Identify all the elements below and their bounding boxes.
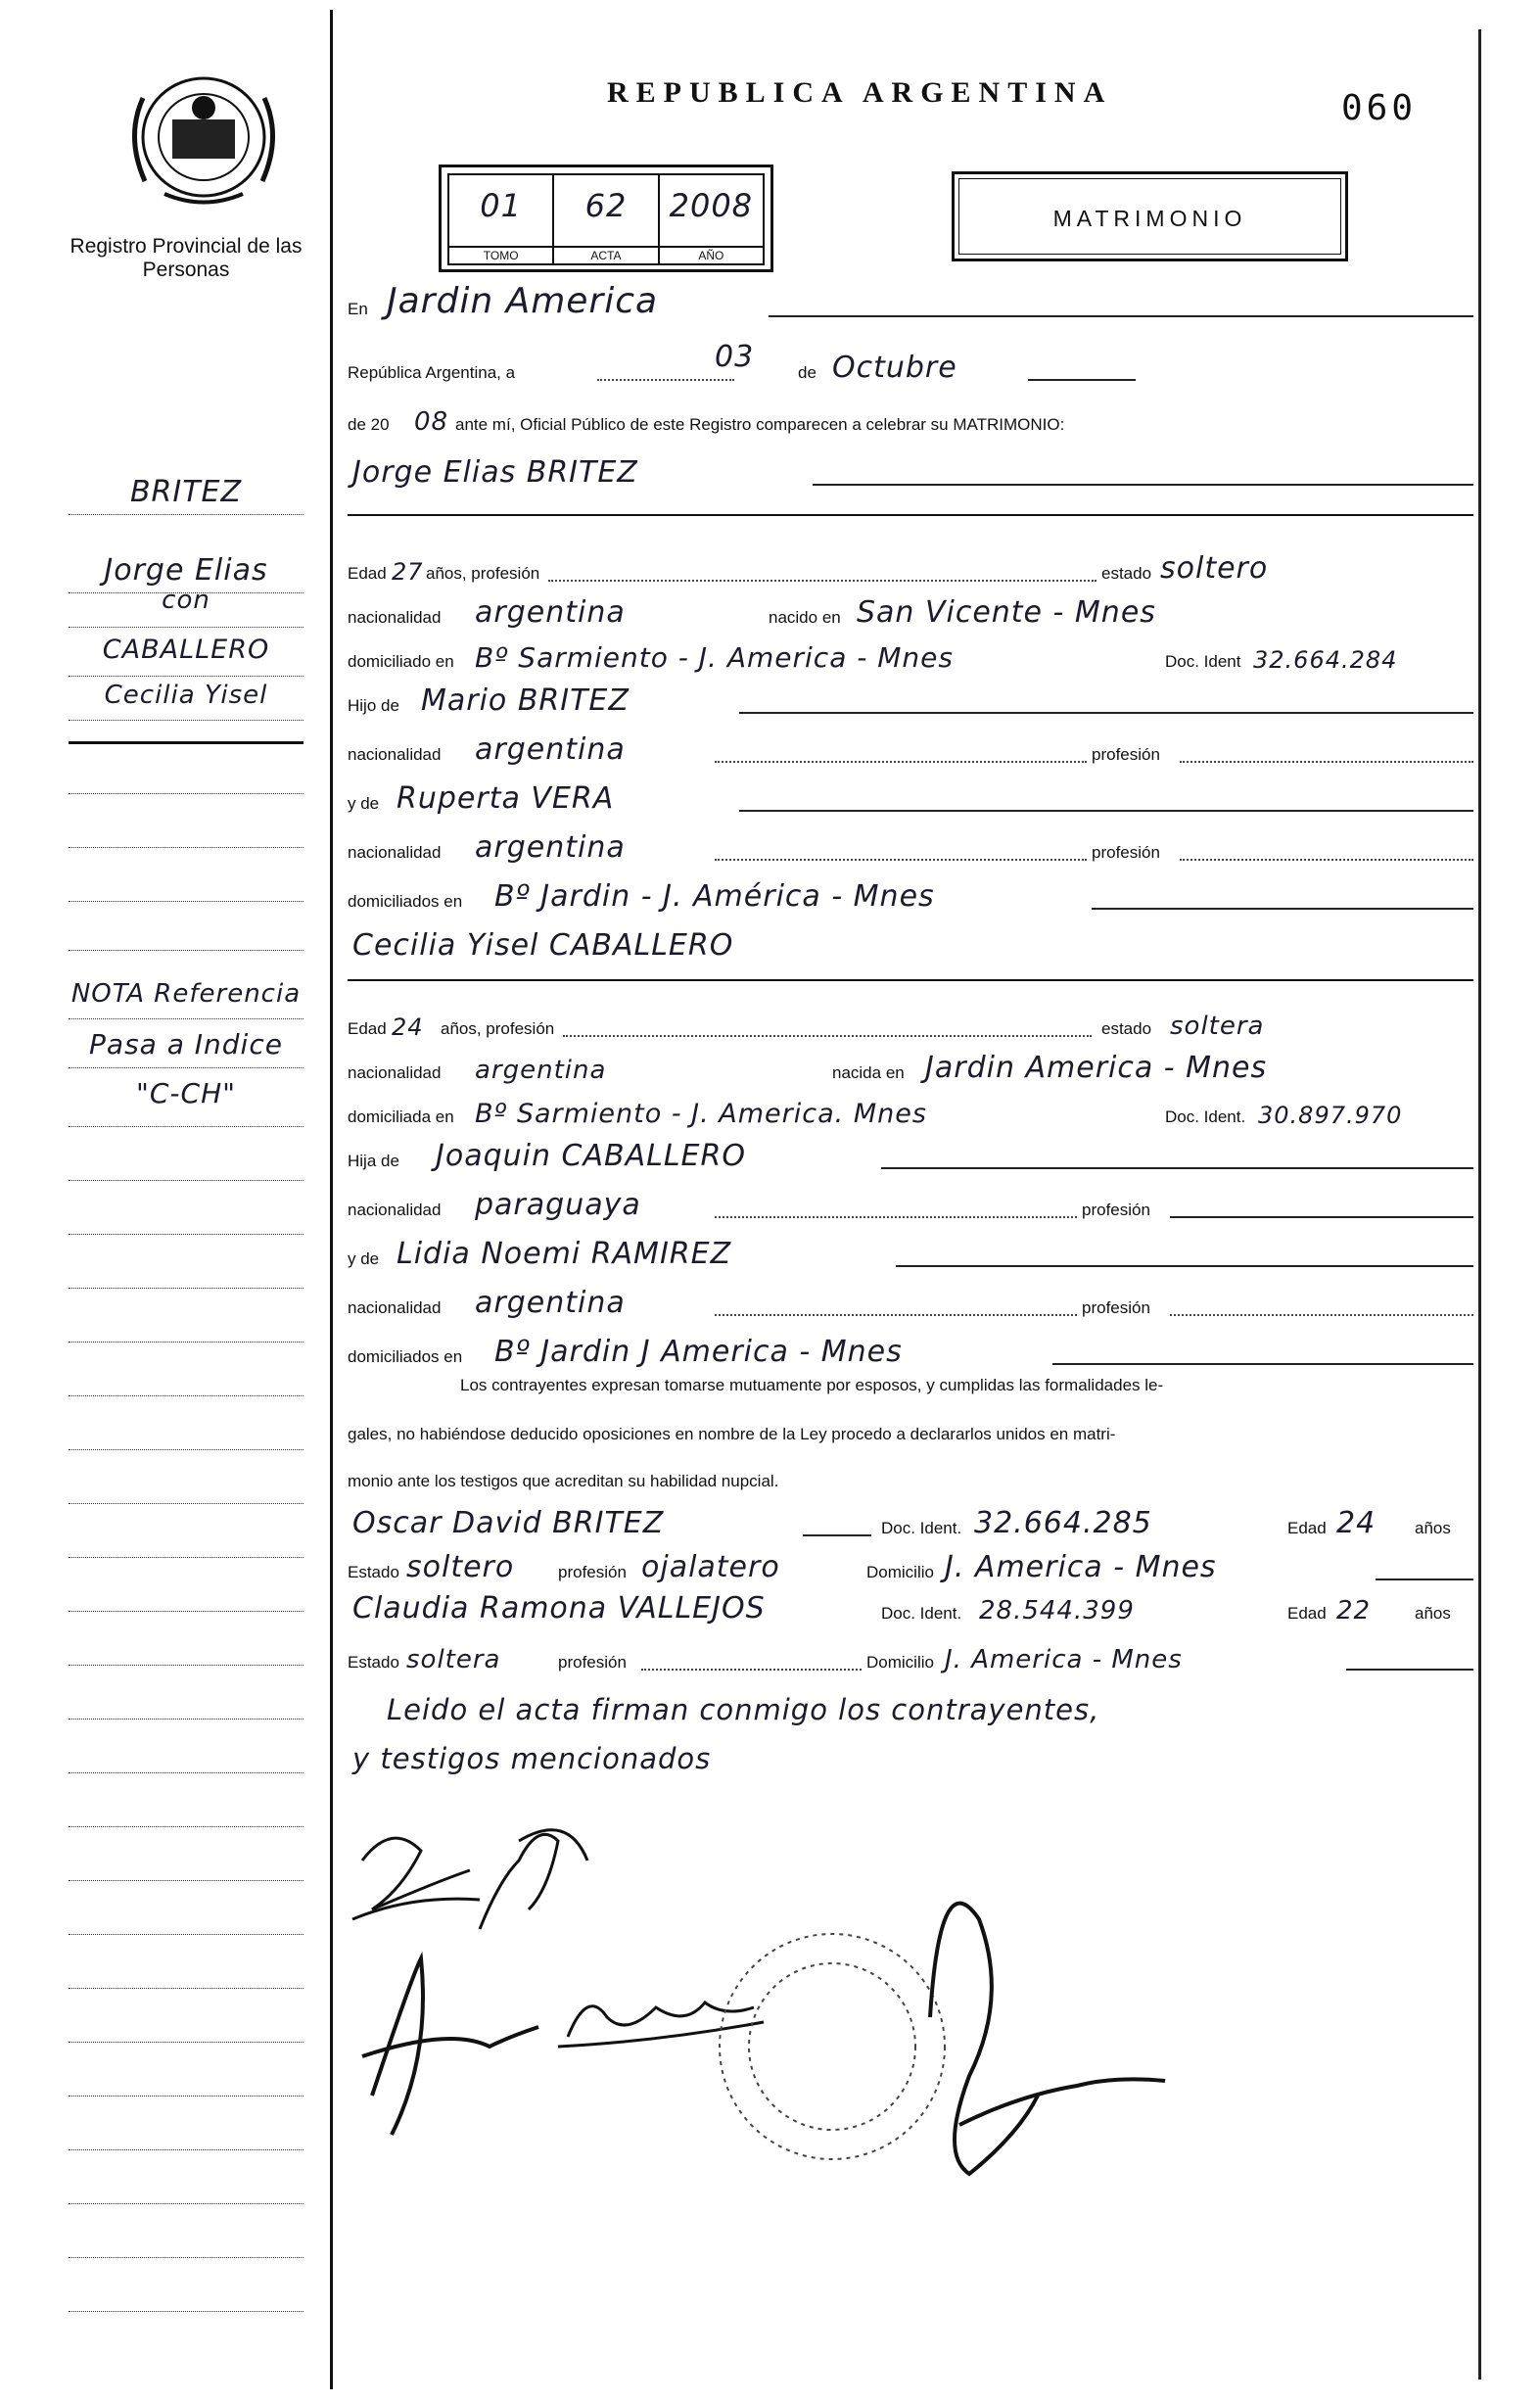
bride-father: Joaquin CABALLERO [436,1139,746,1173]
witness1-civil-status: soltero [406,1550,515,1584]
groom-name: Jorge Elias BRITEZ [352,455,638,490]
ref-tomo-value: 01 [480,187,523,224]
label-hija-de: Hija de [348,1152,399,1170]
row-place [348,281,1478,323]
margin-con: con [162,586,210,615]
margin-line [69,1503,303,1504]
document-title: REPUBLICA ARGENTINA [607,76,1113,109]
label-nacionalidad: nacionalidad [348,843,442,862]
bride-parents-address: Bº Jardin J America - Mnes [494,1335,903,1369]
reference-box [439,165,773,272]
row-mother-nationality [348,827,1478,867]
margin-line [69,1934,303,1935]
row-bride-name [348,925,1478,965]
bride-nationality: argentina [475,1056,607,1085]
bride-name: Cecilia Yisel CABALLERO [352,928,734,963]
margin-line [69,1180,303,1181]
row-bride-nationality [348,1048,1478,1087]
label-nacionalidad: nacionalidad [348,1201,442,1219]
bride-address: Bº Sarmiento - J. America. Mnes [475,1099,927,1129]
act-day: 03 [715,340,755,374]
label-domiciliados-en: domiciliados en [348,892,463,911]
groom-father-nationality: argentina [475,732,626,767]
label-anos: años [1415,1604,1451,1623]
label-nacionalidad: nacionalidad [348,608,442,627]
margin-line [69,1395,303,1396]
signature-witness1 [362,1958,538,2135]
margin-line [69,2311,303,2312]
label-anos-profesion: años, profesión [426,564,540,583]
act-month: Octubre [832,351,957,385]
margin-surname-bride: CABALLERO [102,635,270,665]
margin-line [69,2257,303,2258]
ref-ano-value: 2008 [669,187,754,224]
label-estado: estado [1101,564,1152,583]
label-profesion: profesión [1092,745,1160,764]
ref-ano-label: AÑO [660,246,763,263]
witness1-name: Oscar David BRITEZ [352,1506,665,1540]
margin-line [69,1557,303,1558]
groom-civil-status: soltero [1160,551,1269,586]
label-anos: años [1415,1519,1451,1537]
label-profesion: profesión [1092,843,1160,862]
bride-doc: 30.897.970 [1258,1102,1403,1129]
label-nacido-en: nacido en [769,608,841,627]
groom-mother-nationality: argentina [475,830,626,865]
label-y-de: y de [348,1249,380,1268]
bride-mother-nationality: argentina [475,1286,626,1320]
act-type-box [952,171,1348,261]
margin-names-groom: Jorge Elias [104,553,268,588]
margin-note-body: Pasa a Indice [89,1028,283,1060]
rule [348,979,1473,981]
row-witness2-detail [348,1637,1478,1676]
margin-line [69,1018,303,1019]
margin-line [69,847,303,848]
label-profesion: profesión [1082,1298,1150,1317]
groom-doc: 32.664.284 [1253,646,1398,674]
signature-bride [480,1830,587,1929]
margin-line [69,950,303,951]
row-date [348,340,1478,387]
label-doc-ident: Doc. Ident. [881,1519,962,1537]
margin-line [69,1126,303,1127]
label-domiciliada-en: domiciliada en [348,1107,454,1126]
act-type: MATRIMONIO [958,178,1341,255]
margin-note-code: "C-CH" [135,1077,237,1109]
row-witness1-detail [348,1547,1478,1586]
label-doc-ident: Doc. Ident. [1165,1107,1246,1126]
witness1-profession: ojalatero [641,1550,780,1584]
row-closing-2 [348,1738,1478,1777]
margin-line [69,2042,303,2043]
label-anos-profesion: años, profesión [441,1019,555,1038]
margin-line [69,2096,303,2097]
row-closing-1 [348,1689,1478,1728]
row-groom-nationality [348,592,1478,632]
row-bride-mother-nationality [348,1283,1478,1322]
row-bride-father-nationality [348,1185,1478,1224]
label-edad: Edad [348,564,387,583]
row-bride-address [348,1092,1478,1131]
witness2-civil-status: soltera [406,1645,501,1674]
margin-line [69,1342,303,1343]
ref-ano [660,175,763,263]
label-edad: Edad [348,1019,387,1038]
page-number: 060 [1341,88,1418,128]
ref-acta [554,175,659,263]
label-republica: República Argentina, a [348,363,516,382]
margin-line [69,1288,303,1289]
label-nacionalidad: nacionalidad [348,745,442,764]
label-nacionalidad: nacionalidad [348,1063,442,1082]
margin-line [69,793,303,794]
label-nacionalidad: nacionalidad [348,1298,442,1317]
label-domicilio: Domicilio [866,1653,934,1672]
witness2-name: Claudia Ramona VALLEJOS [352,1591,766,1626]
margin-line [69,514,303,515]
margin-line [69,1880,303,1881]
label-edad: Edad [1287,1604,1327,1623]
bride-birthplace: Jardin America - Mnes [925,1051,1268,1085]
ref-tomo [449,175,554,263]
row-groom-father [348,681,1478,720]
witness2-doc: 28.544.399 [979,1596,1135,1626]
row-groom-mother [348,778,1478,818]
label-en: En [348,300,368,318]
row-father-nationality [348,730,1478,769]
act-year-suffix: 08 [414,407,449,437]
margin-line [69,1719,303,1720]
label-doc-ident: Doc. Ident. [881,1604,962,1623]
witness1-address: J. America - Mnes [945,1550,1217,1584]
label-edad: Edad [1287,1519,1327,1537]
declaration-line-1: Los contrayentes expresan tomarse mutuamente por esposos, y cumplidas las formalidades le- [460,1376,1164,1394]
margin-line [69,1826,303,1827]
signature-groom [352,1838,480,1919]
bride-mother: Lidia Noemi RAMIREZ [397,1237,732,1271]
row-witness2 [348,1588,1478,1627]
declaration-line-2: gales, no habiéndose deducido oposiciones en nombre de la Ley procedo a declararlos unidos en matri- [348,1425,1116,1443]
label-nacida-en: nacida en [832,1063,905,1082]
margin-line [69,2203,303,2204]
label-domiciliados-en: domiciliados en [348,1347,463,1366]
signatures-area [333,1802,1478,2311]
margin-line [69,1611,303,1612]
closing-line-2: y testigos mencionados [352,1742,712,1775]
label-hijo-de: Hijo de [348,696,399,715]
margin-surname-groom: BRITEZ [129,475,243,509]
label-estado: Estado [348,1563,399,1581]
label-estado: estado [1101,1019,1152,1038]
groom-parents-address: Bº Jardin - J. América - Mnes [494,879,935,914]
signature-witness2 [558,2002,764,2047]
coat-of-arms-seal [116,69,292,215]
registry-name: Registro Provincial de las Personas [70,235,303,281]
margin-line [69,676,303,677]
bride-age: 24 [392,1013,424,1041]
bride-father-nationality: paraguaya [475,1188,641,1222]
row-groom-parents-address [348,876,1478,916]
row-year [348,400,1478,439]
row-groom-age [348,548,1478,588]
label-comparecen: ante mí, Oficial Público de este Registro comparecen a celebrar su MATRIMONIO: [455,415,1065,434]
groom-birthplace: San Vicente - Mnes [857,595,1156,630]
signature-officer [930,1904,1165,2174]
right-vertical-rule [1478,29,1481,2379]
margin-line [69,1234,303,1235]
label-de20: de 20 [348,415,390,434]
row-groom-name [348,452,1478,492]
row-bride-parents-address [348,1332,1478,1371]
label-y-de: y de [348,794,380,813]
ref-tomo-label: TOMO [449,246,552,263]
margin-line [69,627,303,628]
groom-nationality: argentina [475,595,626,630]
margin-line [69,901,303,902]
row-groom-address [348,636,1478,676]
label-profesion: profesión [558,1563,627,1581]
witness2-address: J. America - Mnes [945,1645,1183,1674]
act-place: Jardin America [387,281,659,321]
groom-mother: Ruperta VERA [397,781,615,816]
margin-line [69,1449,303,1450]
ref-acta-value: 62 [584,187,628,224]
label-domicilio: Domicilio [866,1563,934,1581]
row-bride-father [348,1136,1478,1175]
margin-line [69,1988,303,1989]
bride-civil-status: soltera [1170,1012,1265,1041]
row-witness1 [348,1503,1478,1542]
margin-names-bride: Cecilia Yisel [104,681,268,710]
groom-father: Mario BRITEZ [421,683,630,718]
label-doc-ident: Doc. Ident [1165,652,1241,671]
witness1-age: 24 [1336,1506,1377,1540]
label-profesion: profesión [558,1653,627,1672]
margin-line [69,1772,303,1773]
margin-note-title: NOTA Referencia [70,979,302,1009]
closing-line-1: Leido el acta firman conmigo los contrayentes, [387,1693,1100,1726]
label-domiciliado-en: domiciliado en [348,652,454,671]
label-profesion: profesión [1082,1201,1150,1219]
witness2-age: 22 [1336,1596,1372,1626]
row-bride-mother [348,1234,1478,1273]
margin-line [69,1067,303,1068]
label-estado: Estado [348,1653,399,1672]
declaration-line-3: monio ante los testigos que acreditan su habilidad nupcial. [348,1472,779,1490]
official-stamp [720,1934,945,2159]
margin-divider [69,741,303,744]
groom-address: Bº Sarmiento - J. America - Mnes [475,641,954,674]
label-de: de [798,363,817,382]
margin-line [69,720,303,721]
margin-line [69,2149,303,2150]
margin-column [0,0,333,2403]
rule [348,514,1473,516]
witness1-doc: 32.664.285 [974,1506,1152,1540]
margin-line [69,1665,303,1666]
groom-age: 27 [392,558,424,586]
ref-acta-label: ACTA [554,246,657,263]
row-bride-age [348,1004,1478,1043]
